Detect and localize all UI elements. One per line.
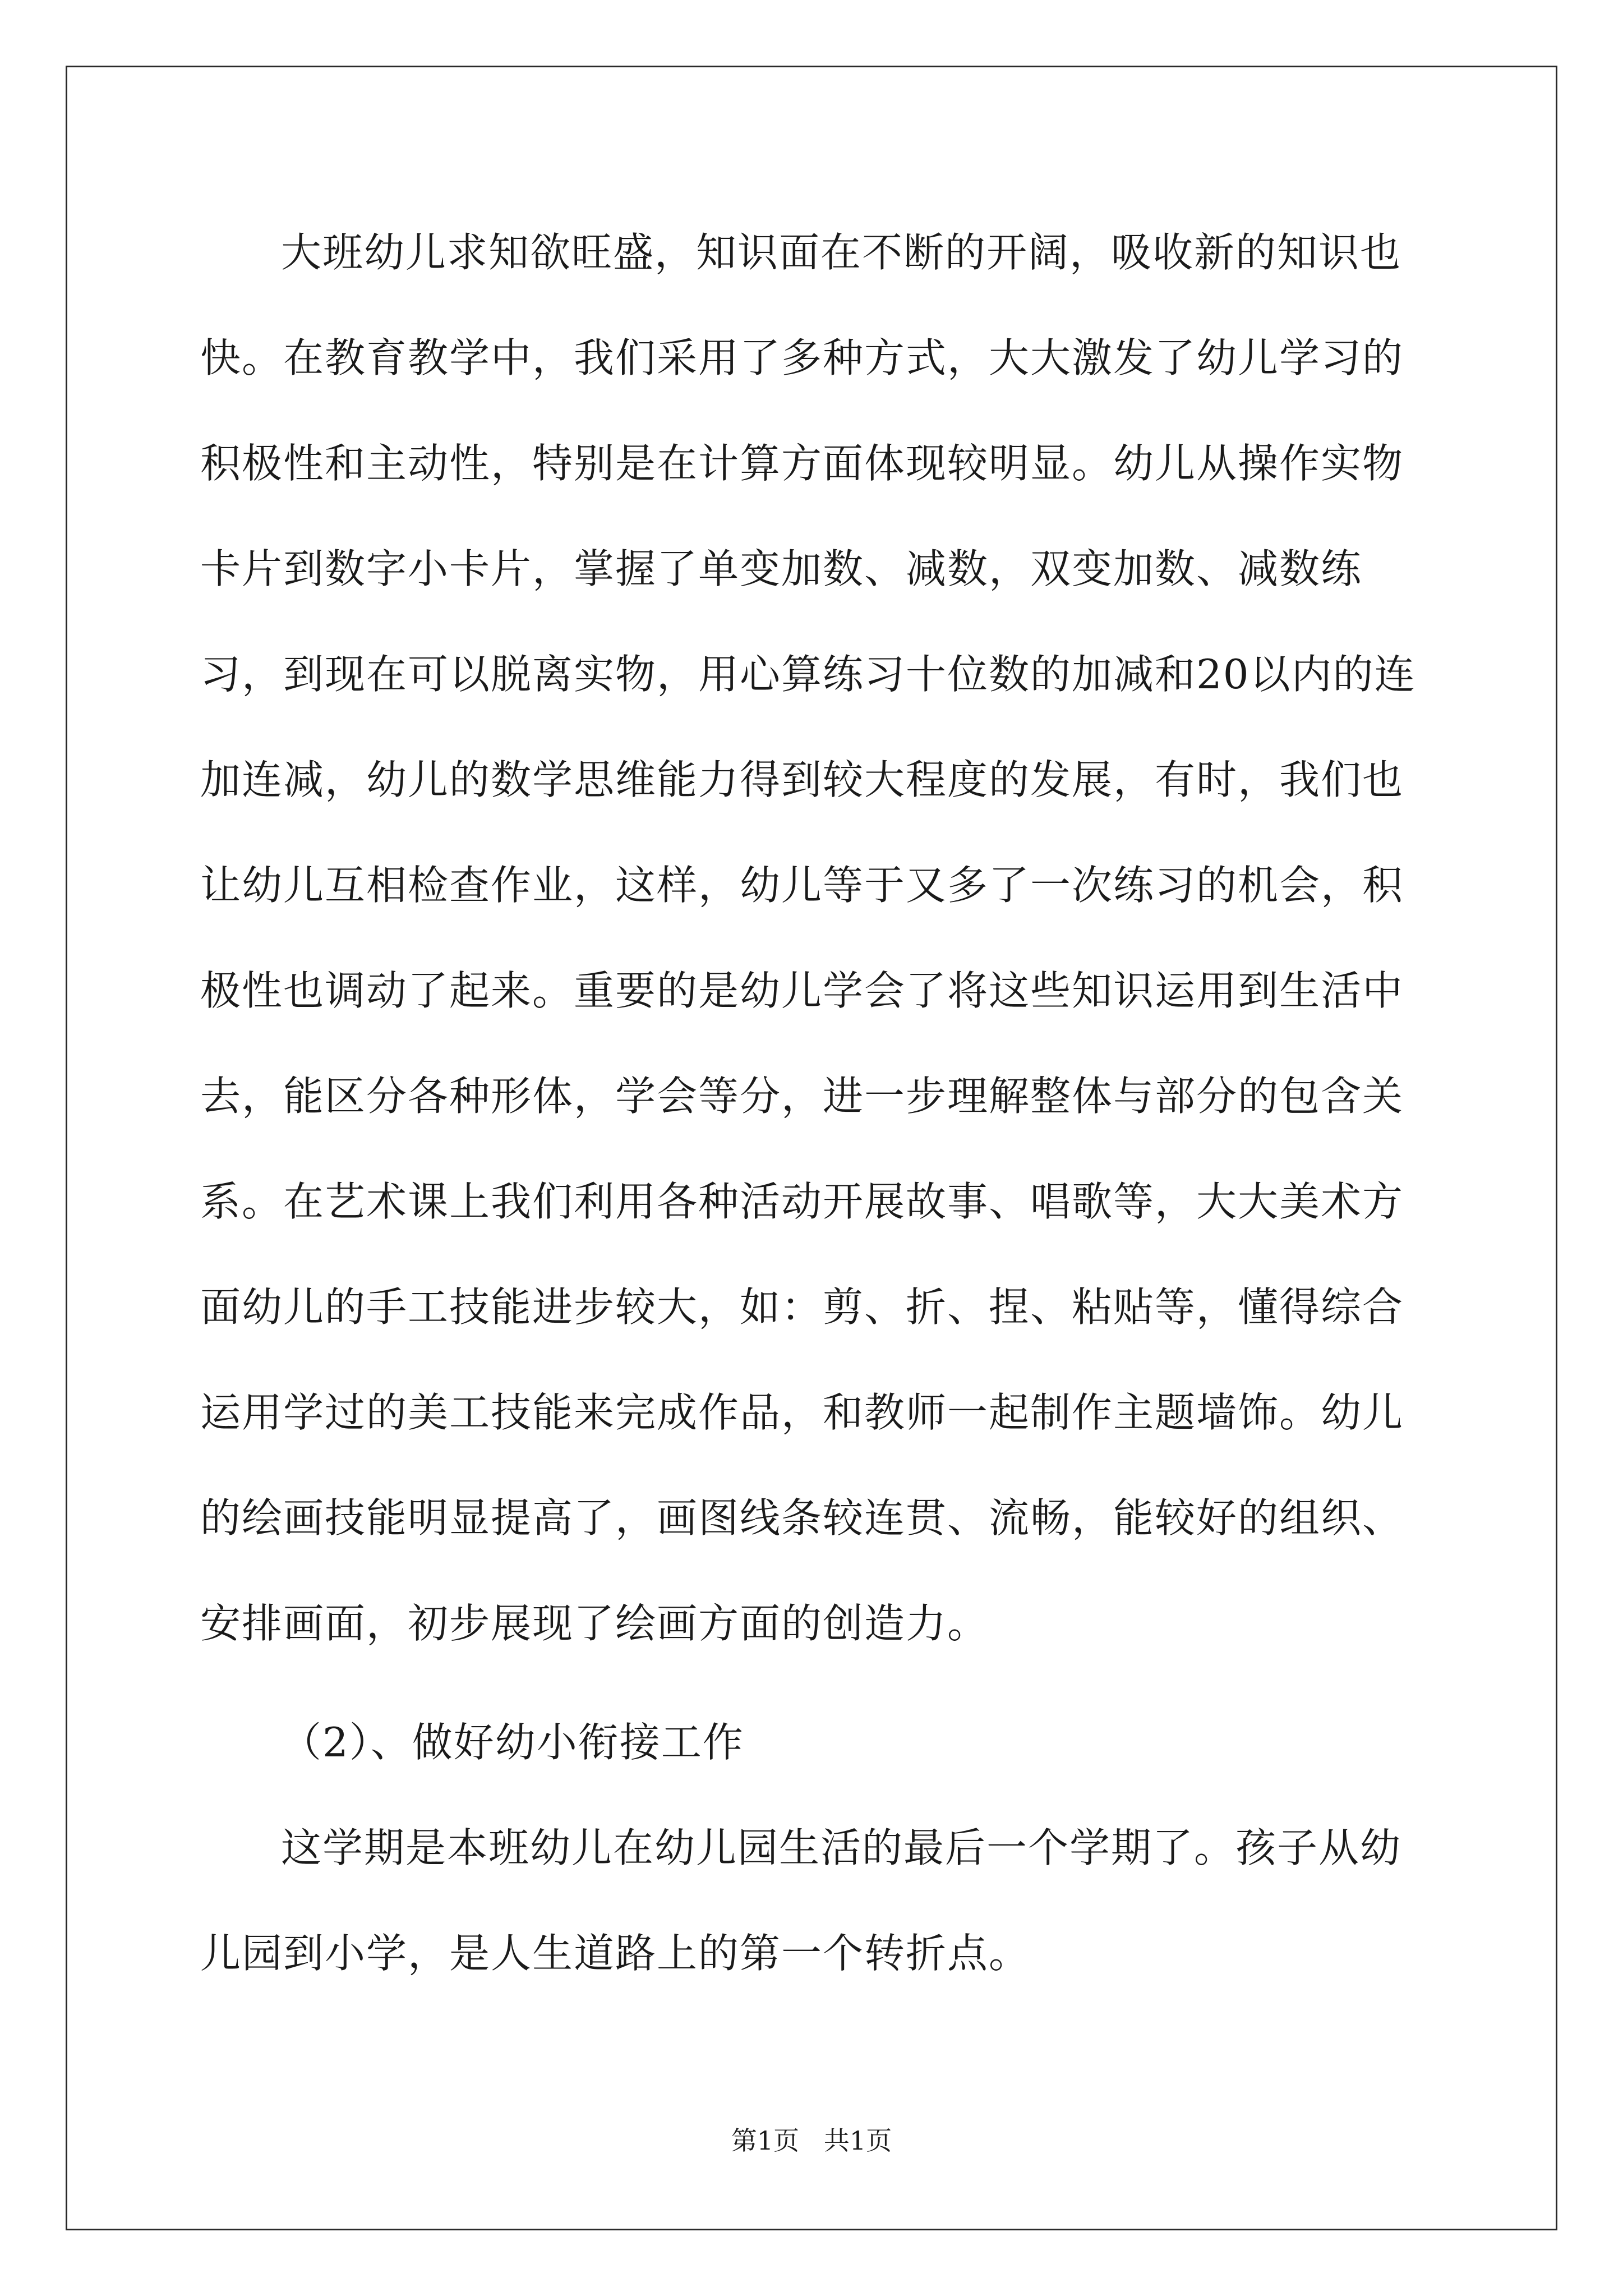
page-number-footer: 第1页 共1页 (731, 2125, 892, 2156)
body-paragraph: 这学期是本班幼儿在幼儿园生活的最后一个学期了。孩子从幼儿园到小学，是人生道路上的第一个转折点。 (200, 1824, 1402, 1977)
body-paragraph: 大班幼儿求知欲旺盛，知识面在不断的开阔，吸收新的知识也快。在教育教学中，我们采用了多种方式，大大激发了幼儿学习的积极性和主动性，特别是在计算方面体现较明显。幼儿从操作实物卡片到数字小卡片，掌握了单变加数、减数，双变加数、减数练习，到现在可以脱离实物，用心算练习十位数的加减和20以内的连加连减，幼儿的数学思维能力得到较大程度的发展，有时，我们也让幼儿互相检查作业，这样，幼儿等于又多了一次练习的机会，积极性也调动了起来。重要的是幼儿学会了将这些知识运用到生活中去，能区分各种形体，学会等分，进一步理解整体与部分的包含关系。在艺术课上我们利用各种活动开展故事、唱歌等，大大美术方面幼儿的手工技能进步较大，如：剪、折、捏、粘贴等，懂得综合运用学过的美工技能来完成作品，和教师一起制作主题墙饰。幼儿的绘画技能明显提高了，画图线条较连贯、流畅，能较好的组织、安排画面，初步展现了绘画方面的创造力。 (200, 229, 1416, 1647)
section-heading: （2）、做好幼小衔接工作 (281, 1719, 744, 1766)
